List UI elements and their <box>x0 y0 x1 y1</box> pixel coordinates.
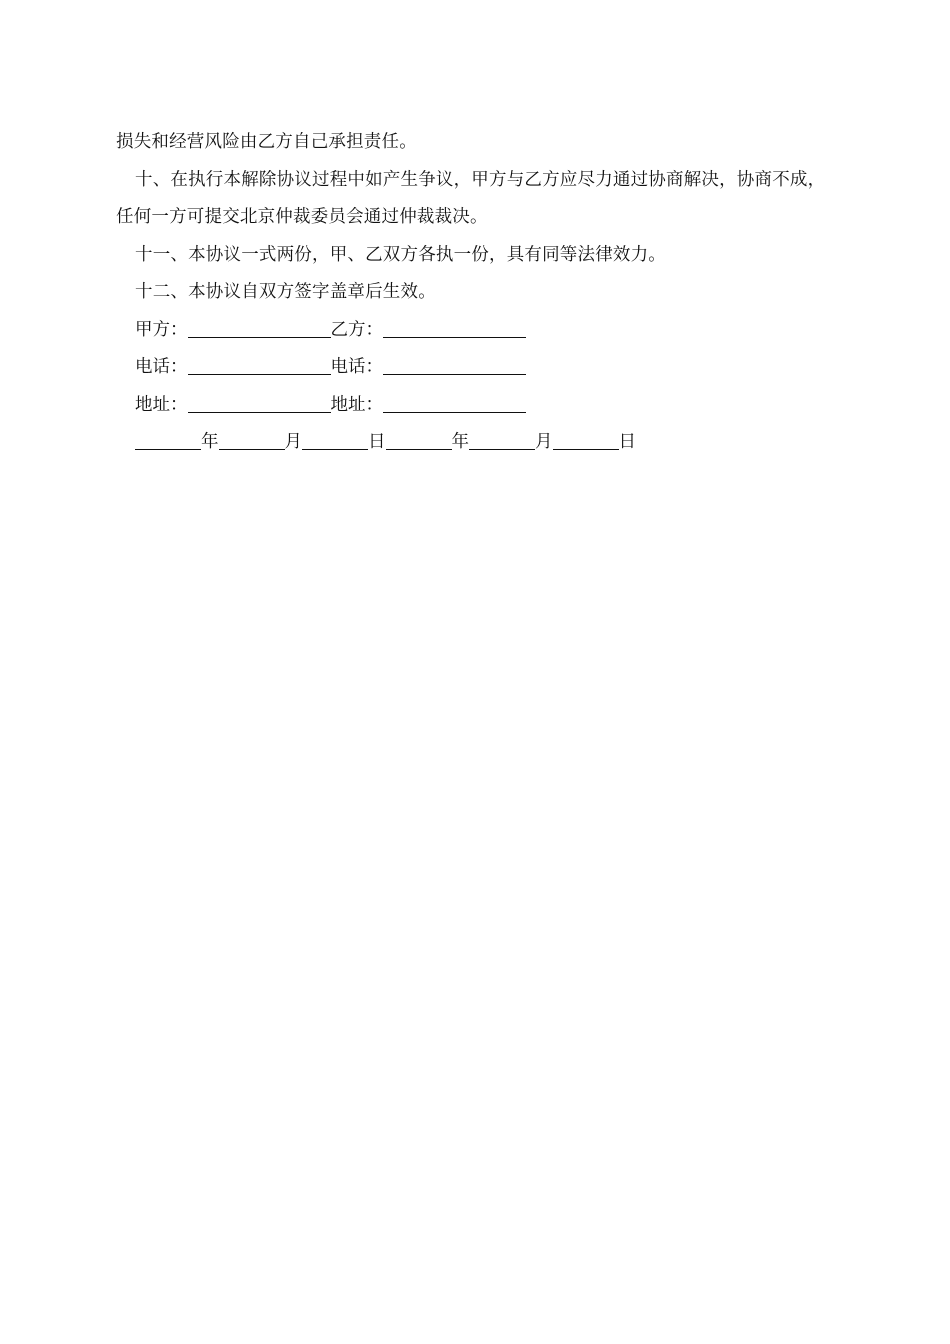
party-line <box>116 312 836 350</box>
address-b-blank <box>383 398 526 413</box>
party-b-blank <box>383 323 526 338</box>
address-line <box>116 387 836 425</box>
party-a-label: 甲方： <box>135 319 188 340</box>
clause-eleven: 十一、本协议一式两份，甲、乙双方各执一份，具有同等法律效力。 <box>135 244 666 265</box>
date-line <box>116 424 836 462</box>
date-a-day-label: 日 <box>368 432 386 452</box>
date-b-year-blank <box>386 435 452 450</box>
date-a-day-blank <box>302 435 368 450</box>
party-a-blank <box>188 323 331 338</box>
phone-a-label: 电话： <box>135 357 188 377</box>
phone-line <box>116 349 836 387</box>
paragraph-continuation: 损失和经营风险由乙方自己承担责任。 <box>116 132 417 152</box>
address-a-blank <box>188 398 331 413</box>
clause-twelve: 十二、本协议自双方签字盖章后生效。 <box>135 282 436 302</box>
clause-ten: 十、在执行本解除协议过程中如产生争议，甲方与乙方应尽力通过协商解决，协商不成，任何一方可提交北京仲裁委员会通过仲裁裁决。 <box>116 169 826 227</box>
date-b-month-blank <box>469 435 535 450</box>
date-b-day-label: 日 <box>618 432 636 452</box>
address-b-label: 地址： <box>330 394 383 415</box>
date-b-day-blank <box>553 435 619 450</box>
date-a-year-blank <box>135 435 201 450</box>
date-a-year-label: 年 <box>201 432 219 452</box>
date-a-month-blank <box>219 435 285 450</box>
phone-a-blank <box>188 360 331 375</box>
phone-b-label: 电话： <box>330 357 383 377</box>
date-b-month-label: 月 <box>535 432 553 452</box>
phone-b-blank <box>383 360 526 375</box>
party-b-label: 乙方： <box>330 319 383 340</box>
date-a-month-label: 月 <box>284 432 302 452</box>
document-body <box>116 124 836 462</box>
address-a-label: 地址： <box>135 394 188 415</box>
date-b-year-label: 年 <box>451 432 469 452</box>
